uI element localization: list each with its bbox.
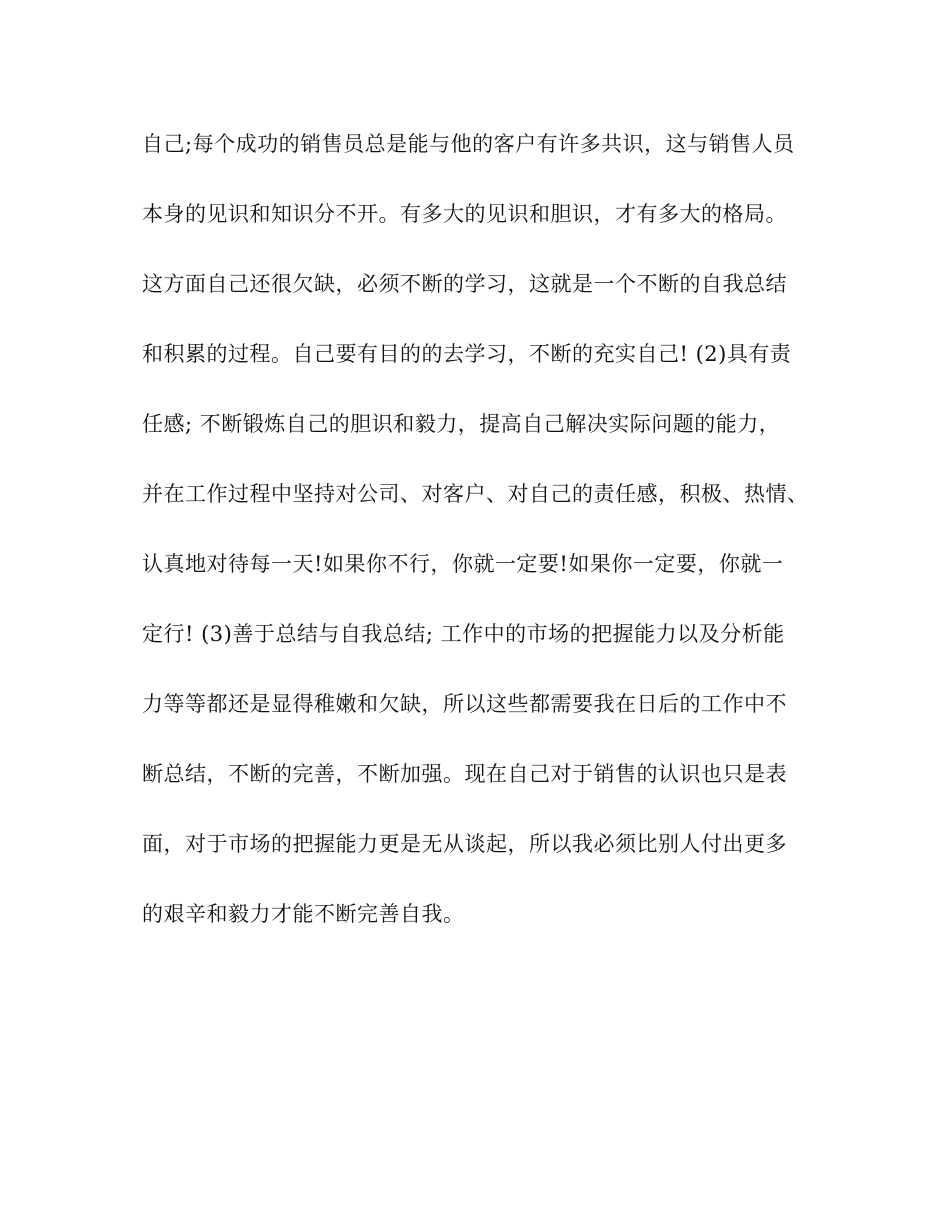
text-line-9: 力等等都还是显得稚嫩和欠缺，所以这些都需要我在日后的工作中不 — [142, 692, 787, 716]
text-line-3: 这方面自己还很欠缺，必须不断的学习，这就是一个不断的自我总结 — [142, 272, 787, 296]
text-line-11: 面，对于市场的把握能力更是无从谈起，所以我必须比别人付出更多 — [142, 832, 787, 856]
text-line-2: 本身的见识和知识分不开。有多大的见识和胆识，才有多大的格局。 — [142, 202, 787, 226]
text-line-4: 和积累的过程。自己要有目的的去学习，不断的充实自己! (2)具有责 — [142, 342, 792, 366]
text-line-12: 的艰辛和毅力才能不断完善自我。 — [142, 902, 465, 926]
body-text — [142, 124, 822, 964]
text-line-5: 任感; 不断锻炼自己的胆识和毅力，提高自己解决实际问题的能力， — [142, 412, 781, 436]
text-line-8: 定行! (3)善于总结与自我总结; 工作中的市场的把握能力以及分析能 — [142, 622, 785, 646]
text-line-10: 断总结，不断的完善，不断加强。现在自己对于销售的认识也只是表 — [142, 762, 787, 786]
text-line-7: 认真地对待每一天!如果你不行，你就一定要!如果你一定要，你就一 — [142, 552, 784, 576]
text-line-6: 并在工作过程中坚持对公司、对客户、对自己的责任感，积极、热情、 — [142, 482, 809, 506]
text-line-1: 自己;每个成功的销售员总是能与他的客户有许多共识，这与销售人员 — [142, 132, 795, 156]
